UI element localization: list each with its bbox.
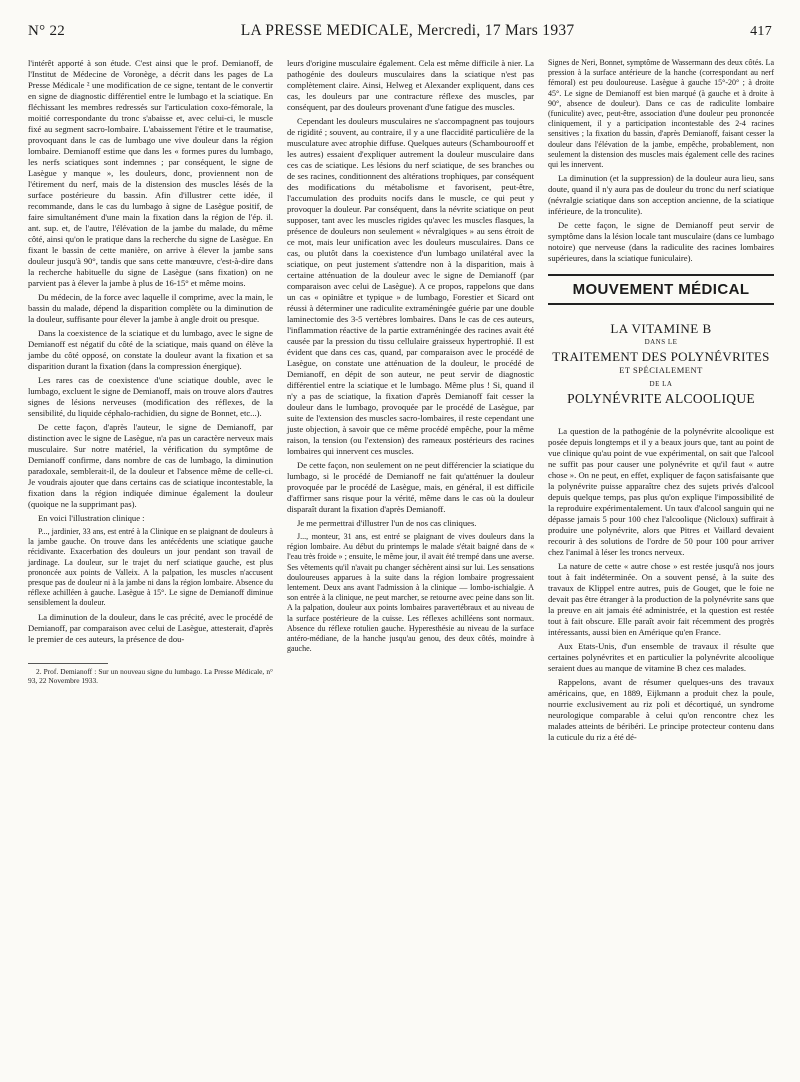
paragraph: Du médecin, de la force avec laquelle il comprime, avec la main, le bassin du malade, dépend la disparition complète ou la diminution de la douleur, suffisante pour élever la jambe à angle droit ou presque.: [28, 292, 273, 324]
article-title-line: TRAITEMENT DES POLYNÉVRITES: [552, 349, 770, 365]
masthead-title: LA PRESSE MEDICALE, Mercredi, 17 Mars 1937: [240, 22, 575, 39]
paragraph: La nature de cette « autre chose » est restée jusqu'à nos jours tout à fait indéterminée. On a souvent pensé, à la suite des travaux de Klippel entre autres, puis de Gouget, que le foie ne devait pas être étranger à la production de la polynévrite sans que la preuve en ait jamais été administrée, et la question est restée tout à fait obscure. Elle paraît avoir fait récemment des progrès intéressants, aussi bien en Amérique qu'en France.: [548, 561, 774, 638]
paragraph: Rappelons, avant de résumer quelques-uns des travaux américains, que, en 1889, Eijkmann a produit chez la poule, nourrie exclusivement au riz poli et décortiqué, un syndrome neurologique comparable à celui qu'on rencontre chez les malades atteints de béribéri. Le principe protecteur contenu dans la cuticule du riz a été dé-: [548, 677, 774, 743]
page-number: 417: [750, 24, 772, 39]
paragraph: La question de la pathogénie de la polynévrite alcoolique est posée depuis longtemps et il y a beaux jours que, tant au point de vue clinique qu'au point de vue expérimental, on sait que l'alcool ne suffit pas pour causer une polynévrite et qu'il faut « autre chose ». On ne peut, en effet, expliquer de façon satisfaisante que la polynévrite puisse apparaître chez des sujets privés d'alcool depuis quelque temps, pas plus qu'on explique l'impossibilité de la reproduire expérimentalement. Un taux d'alcool sanguin qui ne dépasse jamais 5 pour 100 chez l'alcoolique (Nicloux) suffirait à produire une polynévrite, alors que Pitres et Vaillard devaient recourir à des solutions de l'ordre de 50 pour 100 pour arriver chez l'animal à léser les troncs nerveux.: [548, 426, 774, 558]
footnote-rule: [28, 663, 108, 664]
clinical-case: J..., monteur, 31 ans, est entré se plaignant de vives douleurs dans la région lombaire. Au début du printemps le malade s'était baigné dans de « l'eau très froide » ; ensuite, le même jour, il avait été trempé dans une averse. Ses vêtements qu'il n'avait pu changer séchèrent ainsi sur lui. Les sensations douloureuses apparues à la suite dans la région lombaire progressaient lentement. Deux ans avant l'admission à la clinique — lombo-ischialgie. A son entrée à la clinique, ne peut marcher, se retourne avec peine dans son lit. A la palpation, douleur aux points lombaires paravertébraux et au niveau de la surface postérieure de la cuisse. Les réflexes achilléens sont normaux. Absence du réflexe rotulien gauche. Hyperesthésie au niveau de la surface antéro-médiane, de la hanche jusqu'au genou, des deux côtés, moindre à gauche.: [287, 532, 534, 654]
paragraph: De cette façon, non seulement on ne peut différencier la sciatique du lumbago, si le procédé de Demianoff ne fait qu'atténuer la douleur provoquée par le procédé de Lasègue, mais, en général, il est difficile d'affirmer sans risque pour la vérité, même dans le cas où la douleur disparaît durant la fixation d'après Demianoff.: [287, 460, 534, 514]
article-title-line: DANS LE: [644, 338, 678, 347]
paragraph: Les rares cas de coexistence d'une sciatique double, avec le lumbago, excluent le signe de Demianoff, mais on trouve alors d'autres signes de lésions nerveuses (modification des réflexes, de la sensibilité, du liquide céphalo-rachidien, du signe de Bonnet, etc...).: [28, 375, 273, 418]
column-1: [28, 58, 273, 746]
text-columns: [28, 58, 774, 746]
paragraph: leurs d'origine musculaire également. Cela est même difficile à nier. La pathogénie des douleurs musculaires dans la sciatique n'est pas complètement claire. Ainsi, Helweg et Alexander expliquent, dans ces cas, les douleurs par une contracture réflexe des muscles, par conséquent, par des douleurs provenant d'une fatigue des muscles.: [287, 58, 534, 112]
article-title-line: POLYNÉVRITE ALCOOLIQUE: [567, 391, 755, 407]
article-heading: [548, 321, 774, 407]
page-header: [28, 22, 772, 48]
clinical-case: P..., jardinier, 33 ans, est entré à la Clinique en se plaignant de douleurs à la jambe gauche. On trouve dans les antécédents une sciatique gauche récidivante. Exacerbation des douleurs un jour pendant son travail de jardinage. La douleur, sur le trajet du nerf sciatique gauche, est plus prononcée aux points de Valleix. A la palpation, les muscles n'accusent presque pas de douleur ni à la jambe ni dans la région lombaire. Absence du réflexe achilléen à gauche. Lasègue à 15°. Le signe de Demianoff diminue sensiblement la douleur.: [28, 527, 273, 608]
footnote: 2. Prof. Demianoff : Sur un nouveau signe du lumbago. La Presse Médicale, n° 93, 22 Novembre 1933.: [28, 666, 273, 685]
article-title-line: DE LA: [649, 380, 673, 389]
paragraph: La diminution de la douleur, dans le cas précité, avec le procédé de Demianoff, par comparaison avec celui de Lasègue, attesterait, d'après le premier de ces auteurs, la présence de dou-: [28, 611, 273, 644]
paragraph: Signes de Neri, Bonnet, symptôme de Wassermann des deux côtés. La pression à la surface antérieure de la hanche (correspondant au nerf fémoral) est peu douloureuse. Lasègue à gauche 15°-20° ; à droite 45°. Le signe de Demianoff est bien marqué (à gauche et à droite à 90°, absence de douleur). Dans ce cas de radiculite lombaire (funiculite) avec, peut-être, association d'une douleur peu prononcée cliniquement, il y a participation incontestable des 2-4 racines sensitives ; la fixation du bassin, d'après Demianoff, faisant cesser la douleur dans l'élévation de la jambe, empêche, probablement, non seulement la distension des muscles mais également celle des racines qui les innervent.: [548, 58, 774, 170]
paragraph: Cependant les douleurs musculaires ne s'accompagnent pas toujours de rigidité ; souvent, au contraire, il y a une flaccidité particulière de la musculature avec atrophie diffuse. Quelques auteurs (Schambourooff et les autres) essaient d'expliquer autrement la douleur musculaire dans ces cas de sciatique. Les lésions du nerf sciatique, de ses branches ou de ses racines, conditionnent des altérations trophiques, par conséquent des modifications du métabolisme et favorisent, peut-être, l'accumulation des produits nocifs dans le muscle, ce qui peut y provoquer la douleur. Par conséquent, dans la névrite sciatique on peut supposer, tant avec les muscles rigides qu'avec les muscles flasques, la présence de douleurs non seulement « névralgiques » au sens étroit de ce mot, mais leur unification avec les douleurs musculaires. Dans ce cas, ou plutôt dans la coexistence d'un lumbago unilatéral avec la sciatique, on peut justement s'attendre non à la disparition, mais à certaine atténuation de la douleur avec le signe de Demianoff (par comparaison avec celui de Lasègue). A ce propos, rappelons que dans un cas « opiniâtre et typique » de lumbago, Forestier et Sicard ont réussi à déterminer une radiculite extraméningée guérie par une double laminectomie des 3-5 vertèbres lombaires. Dans le cas de ces auteurs, l'inflammation réactive de la partie extraméningée des racines avait été causée par la pression du tissu cellulaire graisseux hypertrophié. Il est évident que dans ces cas, quand, par comparaison avec le procédé de Lasègue, on constate une atténuation de la douleur, le procédé de Demianoff, en dépit de son auteur, ne peut servir de diagnostic différentiel entre la sciatique et le lumbago. Même plus ! Si, quand il n'y a pas de sciatique, la fixation d'après Demianoff fait cesser la douleur dans le lumbago, provoquée par le procédé de Lasègue, par suite de l'extension des muscles sacro-lombaires, il reste cependant une juste objection, à savoir que ce même procédé empêche, pour la même raison, la tension (ou l'extension) des rameaux postérieurs des racines lombaires qui innervent ces muscles.: [287, 116, 534, 456]
paragraph: La diminution (et la suppression) de la douleur aura lieu, sans doute, quand il n'y aura pas de douleur du tronc du nerf sciatique (névralgie sciatique dans son acception ancienne, de la sciatique inférieure, de la tronculite).: [548, 173, 774, 217]
paragraph: Aux Etats-Unis, d'un ensemble de travaux il résulte que certaines polynévrites et en particulier la polynévrite alcoolique seraient dues au manque de vitamine B chez ces malades.: [548, 641, 774, 674]
column-3: [548, 58, 774, 746]
paragraph: De cette façon, d'après l'auteur, le signe de Demianoff, par distinction avec le signe de Lasègue, n'a pas un caractère nerveux mais musculaire. Sur notre matériel, la vérification du symptôme de Demianoff confirme, dans nombre de cas de lumbago, la diminution paradoxale, semblerait-il, de la douleur et l'absence même de celle-ci. Je voudrais ajouter que dans certains cas de sciatique incontestable, la fixation dans la région indiquée diminue également la douleur (quoique ne la supprimant pas).: [28, 422, 273, 509]
paragraph: De cette façon, le signe de Demianoff peut servir de symptôme dans la lésion locale tant musculaire (dans ce lumbago notoire) que nerveuse (dans la radiculite des racines lombaires supérieures, dans la sciatique funiculaire).: [548, 220, 774, 264]
paragraph: l'intérêt apporté à son étude. C'est ainsi que le prof. Demianoff, de l'Institut de Médecine de Voronège, a décrit dans les pages de La Presse Médicale ² une modification de ce signe, tentant de le convertir en signe de diagnostic différentiel entre le lumbago et la sciatique. En fléchissant les membres redressés sur l'articulation coxo-fémorale, la moitié correspondante du tronc s'abaisse et, avec celui-ci, le muscle fixé au segment sacro-lombaire. L'abaissement l'étire et le traumatise, provoquant dans le cas de lumbago une vive douleur dans la région lombaire. Demianoff estime que dans les « formes pures du lumbago, les nerfs sciatiques sont indemnes ; par conséquent, le signe de Lasègue y manque », les douleurs, donc, proviennent non de l'étirement du nerf, mais de la distension des muscles lésés de la surface postérieure du bassin. Afin d'illustrer cette idée, il recommande, dans le cas du lumbago à signe de Lasègue positif, de faire simultanément d'une main la fixation dans la région de l'ép. il. ant. sup. et, de l'autre, l'élévation de la jambe du malade, du même côté, ainsi qu'on le pratique dans la recherche du signe de Lasègue. En fixant le bassin de cette manière, on arrive à élever la jambe sans douleur jusqu'à 90°, tandis que sans cette manœuvre, c'est-à-dire dans la recherche habituelle du signe de Lasègue (sans fixation) on ne parvient pas à élever la jambe à plus de 16-15° et même moins.: [28, 58, 273, 288]
section-heading: MOUVEMENT MÉDICAL: [548, 274, 774, 305]
article-title-line: ET SPÉCIALEMENT: [619, 365, 703, 376]
paragraph: Dans la coexistence de la sciatique et du lumbago, avec le signe de Demianoff est négatif du côté de la sciatique, mais quand on élève la jambe du côté opposé, on constate la douleur avant la fixation et sa disparition durant la fixation (dans la compression énergique).: [28, 328, 273, 371]
column-2: [287, 58, 534, 746]
paragraph: Je me permettrai d'illustrer l'un de nos cas cliniques.: [297, 518, 477, 528]
paragraph: En voici l'illustration clinique :: [38, 513, 145, 523]
article-title-line: LA VITAMINE B: [610, 321, 712, 337]
issue-number: N° 22: [28, 23, 66, 39]
